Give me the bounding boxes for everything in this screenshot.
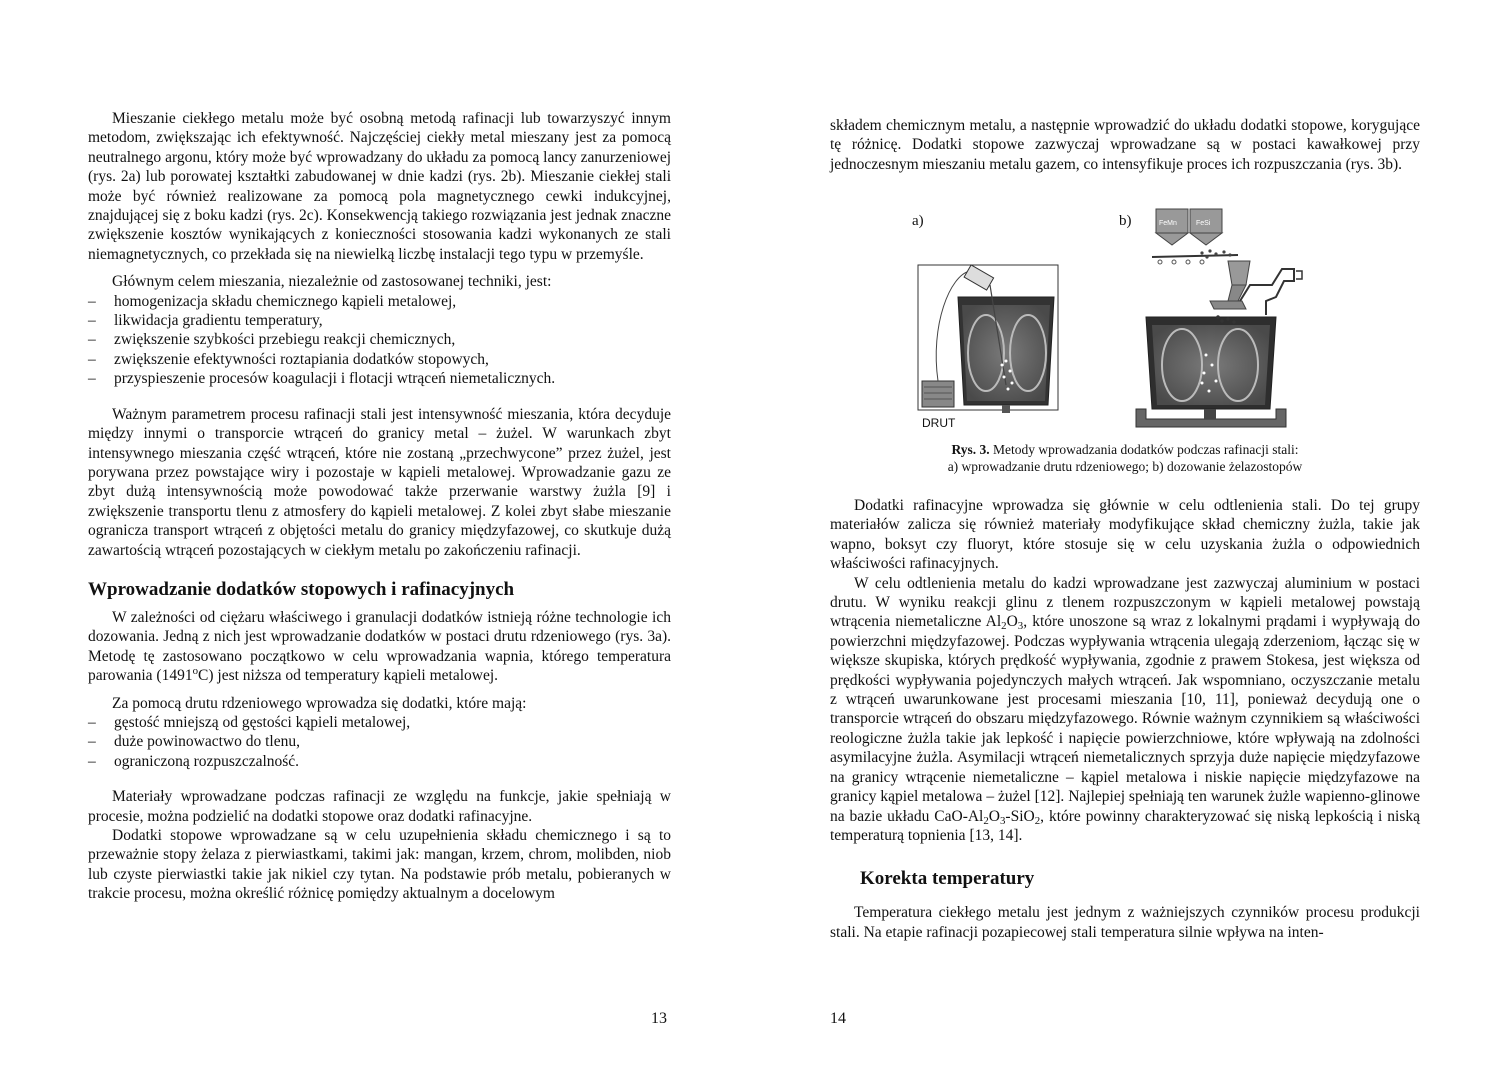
right-main-text (830, 496, 1420, 942)
ladle-b (1136, 209, 1302, 427)
left-paragraph-1: Mieszanie ciekłego metalu może być osobną metodą rafinacji lub towarzyszyć innym metodom, zwiększając ich efektywność. Najczęściej ciekły metal mieszany jest za pomocą neutralnego argonu, który może być wprowadzany do układu za pomocą lancy zanurzeniowej (rys. 2a) lub porowatej kształtki zabudowanej w dnie kadzi (rys. 2b). Mieszanie ciekłej stali może być również realizowane za pomocą pola magnetycznego cewki indukcyjnej, znajdującej się z boku kadzi (rys. 2c). Konsekwencją takiego rozwiązania jest jednak znaczne zwiększenie kosztów wynikających z konieczności stosowania kadzi wykonanych ze stali niemagnetycznych, co przekłada się na niewielką liczbę instalacji tego typu w przemyśle. (88, 110, 671, 263)
left-paragraph-2: Głównym celem mieszania, niezależnie od zastosowanej techniki, jest: (112, 273, 552, 291)
left-paragraph-4: W zależności od ciężaru właściwego i granulacji dodatków istnieją różne technologie ich dozowania. Jedną z nich jest wprowadzanie dodatków w postaci drutu rdzeniowego (rys. 3a). Metodę tę zastosowano początkowo w celu wprowadzania wapnia, którego temperatura parowania (1491$^o$C) jest niższa od temperatury kąpieli metalowej. (88, 608, 671, 685)
list-item: – likwidacja gradientu temperatury, (88, 311, 671, 330)
caption-line-1: Rys. 3. Metody wprowadzania dodatków podczas rafinacji stali: (951, 442, 1299, 457)
right-page (750, 0, 1500, 1091)
right-paragraph-4: Temperatura ciekłego metalu jest jednym z ważniejszych czynników procesu produkcji stali. Na etapie rafinacji pozapiecowej stali temperatura silnie wpływa na inten- (830, 904, 1420, 941)
list-item: – homogenizacja składu chemicznego kąpieli metalowej, (88, 292, 671, 311)
section-heading-temperature: Korekta temperatury (860, 868, 1035, 890)
right-paragraph-1: składem chemicznym metalu, a następnie wprowadzić do układu dodatki stopowe, korygujące tę różnicę. Dodatki stopowe zazwyczaj wprowadzane są w postaci kawałkowej przy jednoczesnym mieszaniu metalu gazem, co intensyfikuje proces ich rozpuszczania (rys. 3b). (830, 117, 1420, 173)
left-paragraph-3: Ważnym parametrem procesu rafinacji stali jest intensywność mieszania, która decyduje między innymi o transporcie wtrąceń do granicy metal – żużel. W warunkach zbyt intensywnego mieszania część wtrąceń, które nie zostaną „przechwycone” przez żużel, jest porywana przez powstające wiry i pozostaje w kąpieli metalowej. Wprowadzanie gazu ze zbyt dużą intensywnością może powodować także przerwanie warstwy żużla [9] i zwiększenie transportu tlenu z atmosfery do kąpieli metalowej. Z kolei zbyt słabe mieszanie ogranicza transport wtrąceń z objętości metalu do granicy międzyfazowej, co skutkuje dużą zawartością wtrąceń pozostających w ciekłym metalu po zakończeniu rafinacji. (88, 405, 671, 559)
goals-list (88, 292, 671, 389)
left-paragraph-5: Za pomocą drutu rdzeniowego wprowadza się dodatki, które mają: (112, 694, 527, 712)
page-number: 14 (830, 1010, 846, 1027)
figure-3 (910, 205, 1330, 430)
list-item: – zwiększenie szybkości przebiegu reakcji chemicznych, (88, 330, 671, 349)
label-b: b) (1119, 213, 1132, 229)
right-top-text (830, 116, 1420, 174)
hopper-fesi-label: FeSi (1196, 220, 1211, 227)
ladle-a (918, 265, 1058, 430)
list-item: – przyspieszenie procesów koagulacji i flotacji wtrąceń niemetalicznych. (88, 369, 671, 388)
left-paragraph-6: Materiały wprowadzane podczas rafinacji ze względu na funkcje, jakie spełniają w procesie, można podzielić na dodatki stopowe oraz dodatki rafinacyjne. (88, 788, 671, 825)
page-number: 13 (651, 1010, 667, 1027)
right-paragraph-3: W celu odtlenienia metalu do kadzi wprowadzane jest zazwyczaj aluminium w postaci drutu. W wyniku reakcji glinu z tlenem rozpuszczonym w kąpieli metalowej powstają wtrącenia niemetaliczne $Al_2O_3$, które unoszone są wraz z lokalnymi prądami i wypływają do powierzchni międzyfazowej. Podczas wypływania wtrącenia ulegają zderzeniom, łącząc się w większe skupiska, których prędkość wypływania, zgodnie z prawem Stokesa, jest większa od prędkości wypływania pojedynczych małych wtrąceń. Jak wspomniano, oczyszczanie metalu z wtrąceń uwarunkowane jest procesami mieszania [10, 11], ponieważ decydują one o transporcie wtrąceń do obszaru międzyfazowego. Równie ważnym czynnikiem są właściwości reologiczne żużla takie jak lepkość i napięcie powierzchniowe, które wpływają na zdolności asymilacyjne żużla. Asymilacji wtrąceń niemetalicznych sprzyja duże napięcie międzyfazowe na granicy wtrącenie niemetaliczne – kąpiel metalowa i niskie napięcie międzyfazowe na granicy kąpiel metalowa – żużel [12]. Najlepiej spełniają ten warunek żużle wapienno-glinowe na bazie układu CaO-$Al_2O_3-SiO_2$, które powinny charakteryzować się niską lepkością i niską temperaturą topnienia [13, 14]. (830, 574, 1420, 844)
hopper-femn-label: FeMn (1159, 220, 1177, 227)
right-paragraph-2: Dodatki rafinacyjne wprowadza się głównie w celu odtlenienia stali. Do tej grupy materiałów zalicza się również materiały modyfikujące skład chemiczny żużla, takie jak wapno, boksyt czy fluoryt, które stosuje się w celu uzyskania żużla o odpowiednich właściwości rafinacyjnych. (830, 497, 1420, 573)
list-item: – ograniczoną rozpuszczalność. (88, 752, 671, 771)
figure-caption (830, 441, 1420, 475)
wire-properties-list (88, 713, 671, 771)
drut-label: DRUT (922, 416, 956, 430)
left-paragraph-7: Dodatki stopowe wprowadzane są w celu uzupełnienia składu chemicznego i są to przeważnie stopy żelaza z pierwiastkami, takimi jak: mangan, krzem, chrom, molibden, niob lub czyste pierwiastki takie jak nikiel czy tytan. Na podstawie prób metalu, pobieranych w trakcie procesu, można określić różnicę pomiędzy aktualnym a docelowym (88, 827, 671, 903)
list-item: – duże powinowactwo do tlenu, (88, 732, 671, 751)
left-text-column (88, 109, 671, 904)
list-item: – zwiększenie efektywności roztapiania dodatków stopowych, (88, 350, 671, 369)
label-a: a) (912, 213, 924, 229)
section-heading: Wprowadzanie dodatków stopowych i rafinacyjnych (88, 578, 515, 600)
caption-line-2: a) wprowadzanie drutu rdzeniowego; b) dozowanie żelazostopów (947, 459, 1303, 474)
list-item: – gęstość mniejszą od gęstości kąpieli metalowej, (88, 713, 671, 732)
figure-3-drawing (910, 205, 1330, 430)
